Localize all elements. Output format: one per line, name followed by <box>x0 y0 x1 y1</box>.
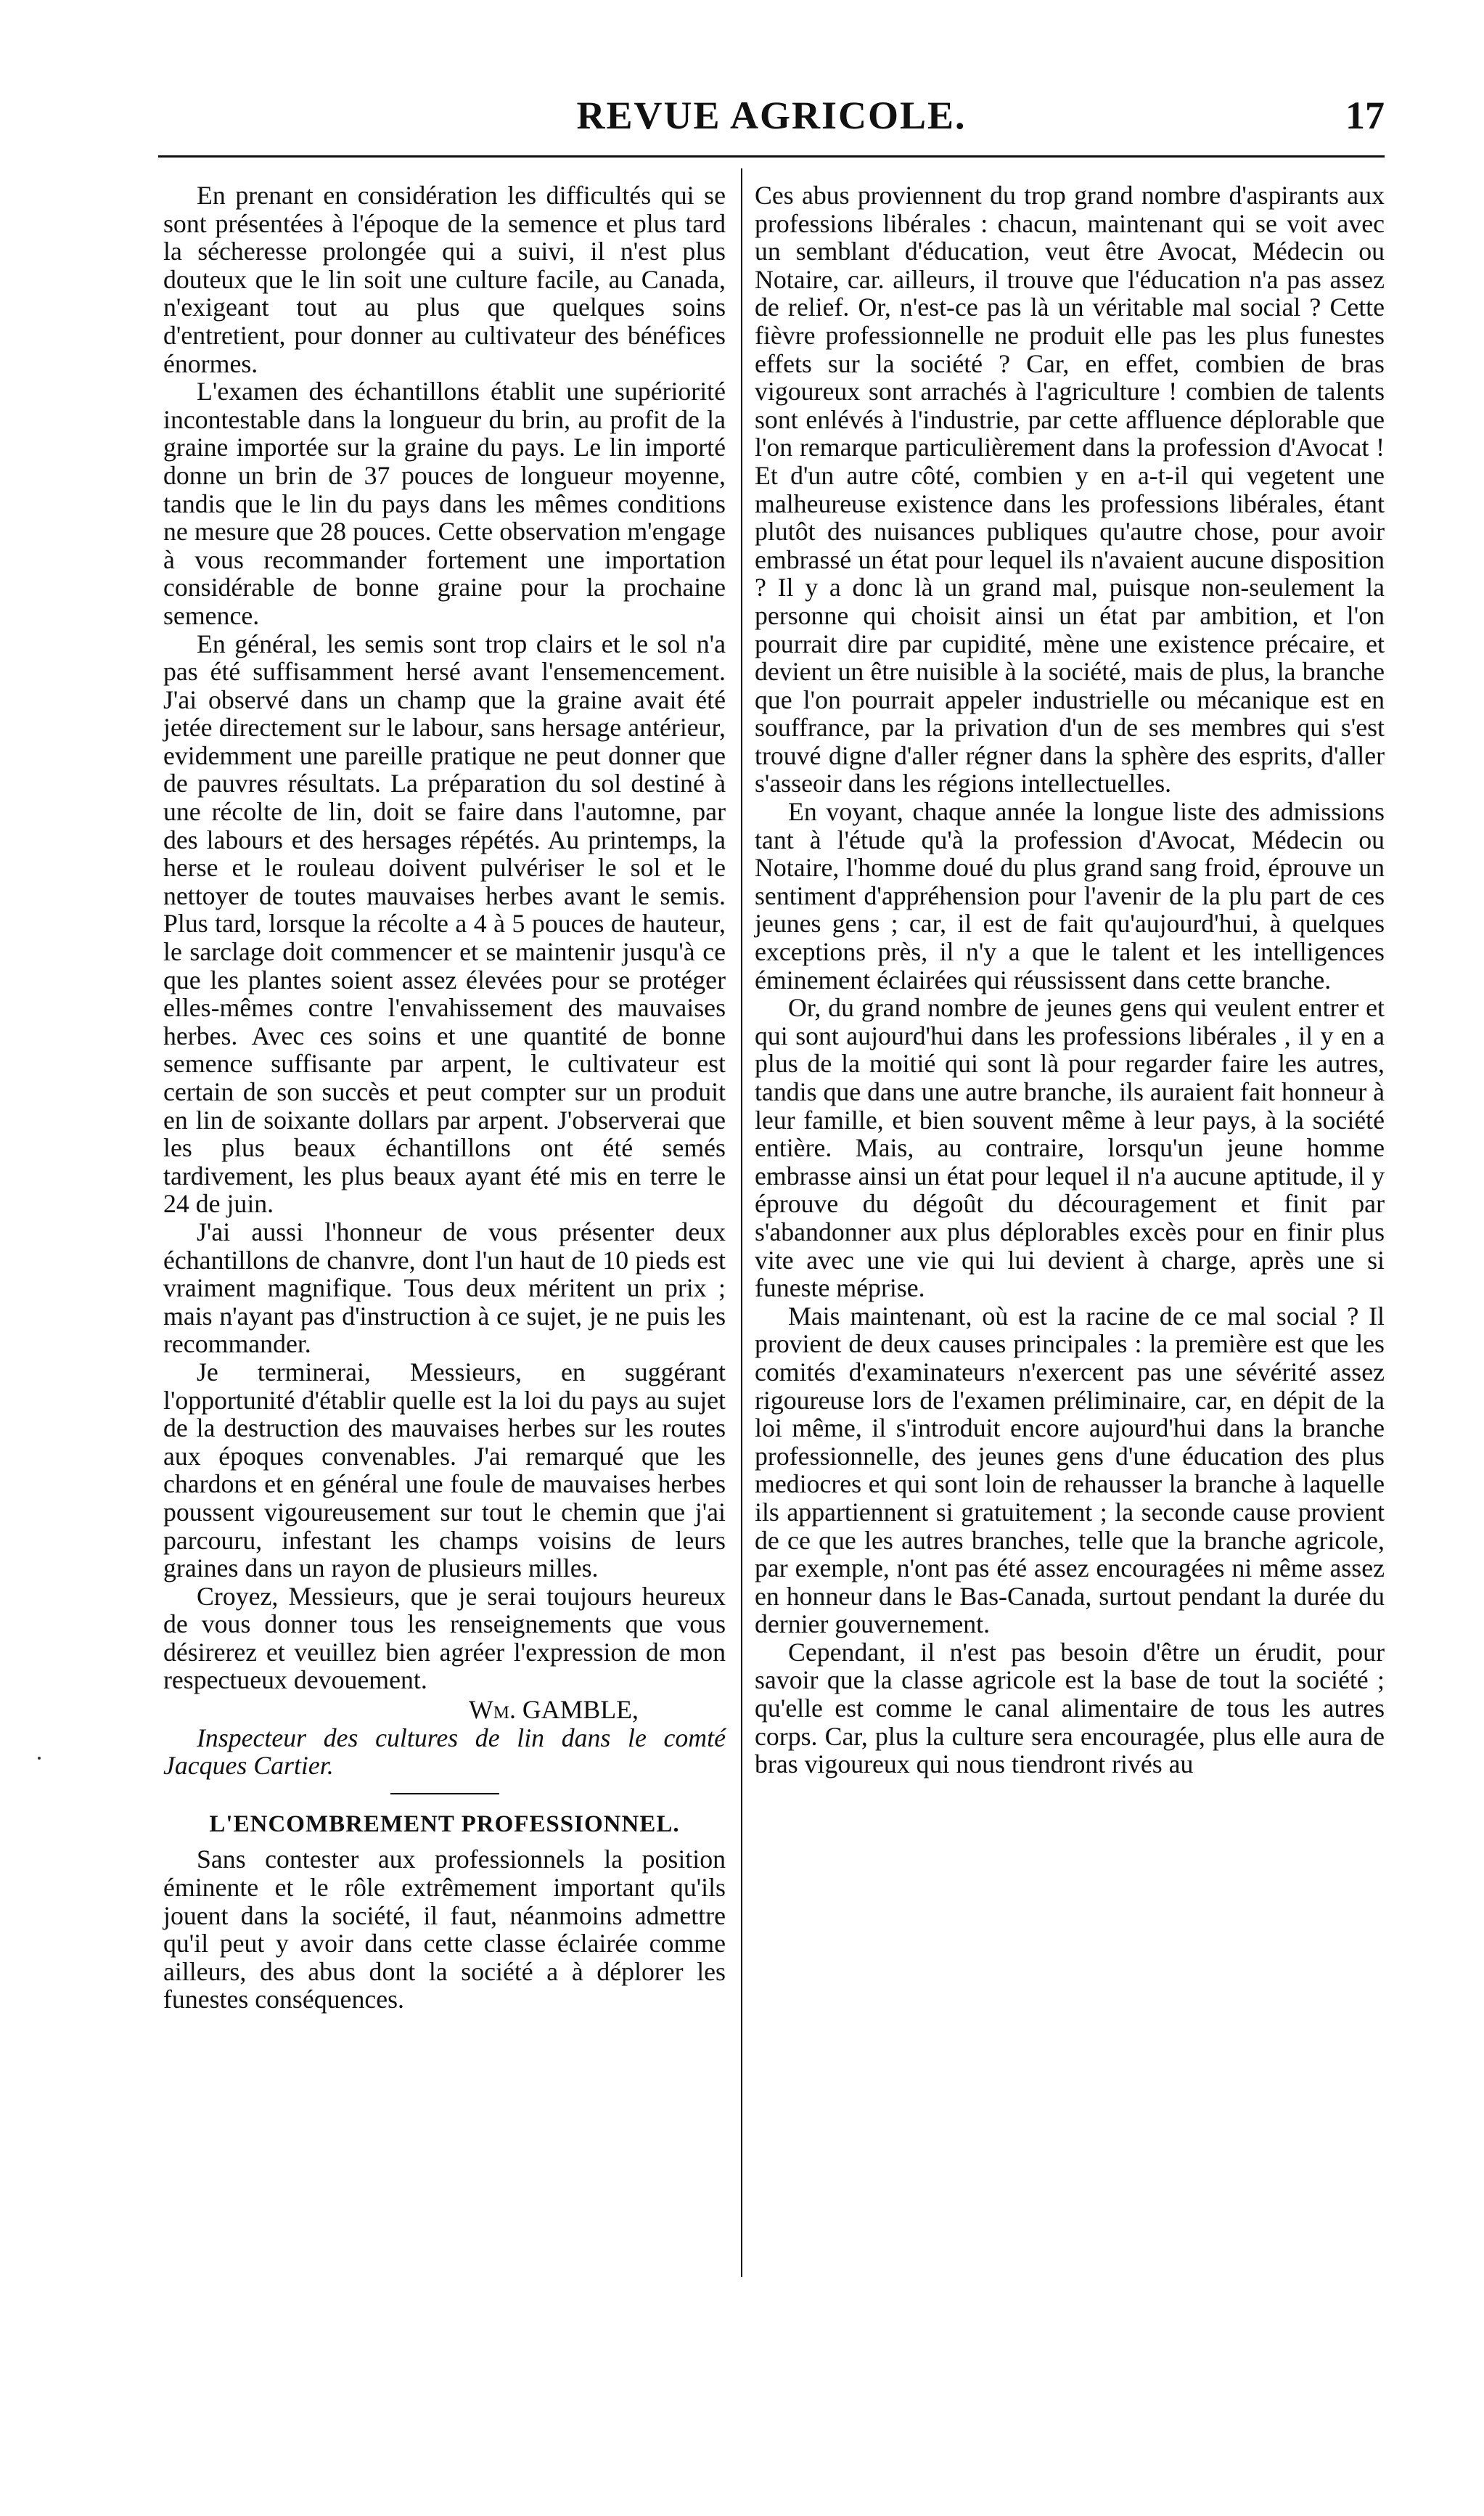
right-column <box>755 181 1385 1778</box>
paragraph: J'ai aussi l'honneur de vous présenter deux échantillons de chanvre, dont l'un haut de 10 pieds est vraiment magnifique. Tous deux méritent un prix ; mais n'ayant pas d'instruction à ce sujet, je ne puis les recommander. <box>163 1217 726 1359</box>
column-divider <box>741 168 742 2277</box>
paragraph: En prenant en considération les difficultés qui se sont présentées à l'époque de la semence et plus tard la sécheresse prolongée qui a suivi, il n'est plus douteux que le lin soit une culture facile, au Canada, n'exigeant tout au plus que quelques soins d'entretient, pour donner au cultivateur des bénéfices énormes. <box>163 181 726 378</box>
paragraph: En voyant, chaque année la longue liste des admissions tant à l'étude qu'à la profession d'Avocat, Médecin ou Notaire, l'homme doué du plus grand sang froid, éprouve un sentiment d'appréhension pour l'avenir de la plu part de ces jeunes gens ; car, il est de fait qu'aujourd'hui, à quelques exceptions près, il n'y a que le talent et les intelligences éminement éclairées qui réussissent dans cette branche. <box>755 797 1385 994</box>
paragraph: Sans contester aux professionnels la position éminente et le rôle extrêmement important qu'ils jouent dans la société, il faut, néanmoins admettre qu'il peut y avoir dans cette classe éclairée comme ailleurs, des abus dont la société a à déplorer les funestes conséquences. <box>163 1845 726 2014</box>
signature-name: Wm. GAMBLE, <box>468 1695 639 1725</box>
header-rule <box>158 155 1385 158</box>
paragraph: Ces abus proviennent du trop grand nombre d'aspirants aux professions libérales : chacun, maintenant qui se voit avec un semblant d'éducation, veut être Avocat, Médecin ou Notaire, car. ailleurs, il trouve que l'éducation n'a pas assez de relief. Or, n'est-ce pas là un véritable mal social ? Cette fièvre professionnelle ne produit elle pas les plus funestes effets sur la société ? Car, en effet, combien de bras vigoureux sont arrachés à l'agriculture ! combien de talents sont enlévés à l'industrie, par cette affluence déplorable que l'on remarque particulièrement dans la profession d'Avocat ! Et d'un autre côté, combien y en a-t-il qui vegetent une malheureuse existence dans les professions libérales, étant plutôt des nuisances publiques qu'autre chose, pour avoir embrassé un état pour lequel ils n'avaient aucune disposition ? Il y a donc là un grand mal, puisque non-seulement la personne qui choisit ainsi un état par ambition, et l'on pourrait dire par cupidité, mène une existence précaire, et devient un être nuisible à la société, mais de plus, la branche que l'on pourrait appeler industrielle ou mécanique est en souffrance, par la privation d'un de ses membres qui s'est trouvé digne d'aller régner dans la sphère des esprits, d'aller s'asseoir dans les régions intellectuelles. <box>755 181 1385 798</box>
page-number: 17 <box>1345 94 1385 137</box>
signature-title: Inspecteur des cultures de lin dans le comté Jacques Cartier. <box>163 1723 726 1781</box>
running-title: REVUE AGRICOLE. <box>576 94 967 137</box>
left-column <box>163 181 726 2014</box>
scan-speck <box>38 1757 41 1760</box>
section-title: L'ENCOMBREMENT PROFESSIONNEL. <box>209 1810 680 1837</box>
paragraph: Or, du grand nombre de jeunes gens qui veulent entrer et qui sont aujourd'hui dans les professions libérales , il y en a plus de la moitié qui sont là pour regarder faire les autres, tandis que dans une autre branche, ils auraient fait honneur à leur famille, et bien souvent même à leur pays, à la société entière. Mais, au contraire, lorsqu'un jeune homme embrasse ainsi un état pour lequel il n'a aucune aptitude, il y éprouve du dégoût du découragement et finit par s'abandonner aux plus déplorables excès pour en finir plus vite avec une vie qui lui devient à charge, après une si funeste méprise. <box>755 993 1385 1303</box>
paragraph: En général, les semis sont trop clairs et le sol n'a pas été suffisamment hersé avant l'ensemencement. J'ai observé dans un champ que la graine avait été jetée directement sur le labour, sans hersage antérieur, evidemment une pareille pratique ne peut donner que de pauvres résultats. La préparation du sol destiné à une récolte de lin, doit se faire dans l'automne, par des labours et des hersages répétés. Au printemps, la herse et le rouleau doivent pulvériser le sol et le nettoyer de toutes mauvaises herbes avant le semis. Plus tard, lorsque la récolte a 4 à 5 pouces de hauteur, le sarclage doit commencer et se maintenir jusqu'à ce que les plantes soient assez élevées pour se protéger elles-mêmes contre l'envahissement des mauvaises herbes. Avec ces soins et une quantité de bonne semence suffisante par arpent, le cultivateur est certain de son succès et peut compter sur un produit en lin de soixante dollars par arpent. J'observerai que les plus beaux échantillons ont été semés tardivement, les plus beaux ayant été mis en terre le 24 de juin. <box>163 629 726 1219</box>
page-header <box>158 93 1385 151</box>
section-divider <box>390 1793 499 1794</box>
paragraph: Mais maintenant, où est la racine de ce mal social ? Il provient de deux causes principales : la première est que les comités d'examinateurs n'exercent pas une sévérité assez rigoureuse lors de l'examen préliminaire, car, en dépit de la loi même, il s'introduit encore aujourd'hui dans la branche professionnelle, des jeunes gens d'une éducation des plus mediocres et qui sont loin de rehausser la branche à laquelle ils appartiennent si gratuitement ; la seconde cause provient de ce que les autres branches, telle que la branche agricole, par exemple, n'ont pas été assez encouragées ni même assez en honneur dans le Bas-Canada, surtout pendant la durée du dernier gouvernement. <box>755 1301 1385 1639</box>
paragraph: L'examen des échantillons établit une supériorité incontestable dans la longueur du brin, au profit de la graine importée sur la graine du pays. Le lin importé donne un brin de 37 pouces de longueur moyenne, tandis que le lin du pays dans les mêmes conditions ne mesure que 28 pouces. Cette observation m'engage à vous recommander fortement une importation considérable de bonne graine pour la prochaine semence. <box>163 377 726 630</box>
paragraph: Cependant, il n'est pas besoin d'être un érudit, pour savoir que la classe agricole est la base de tout la société ; qu'elle est comme le canal alimentaire de tous les autres corps. Car, plus la culture sera encouragée, plus elle aura de bras vigoureux qui nous tiendront rivés au <box>755 1637 1385 1779</box>
paragraph: Croyez, Messieurs, que je serai toujours heureux de vous donner tous les renseignements que vous désirerez et veuillez bien agréer l'expression de mon respectueux devouement. <box>163 1581 726 1695</box>
paragraph: Je terminerai, Messieurs, en suggérant l'opportunité d'établir quelle est la loi du pays au sujet de la destruction des mauvaises herbes sur les routes aux époques convenables. J'ai remarqué que les chardons et en général une foule de mauvaises herbes poussent vigoureusement sur tout le chemin que j'ai parcouru, infestant les champs voisins de leurs graines dans un rayon de plusieurs milles. <box>163 1357 726 1583</box>
